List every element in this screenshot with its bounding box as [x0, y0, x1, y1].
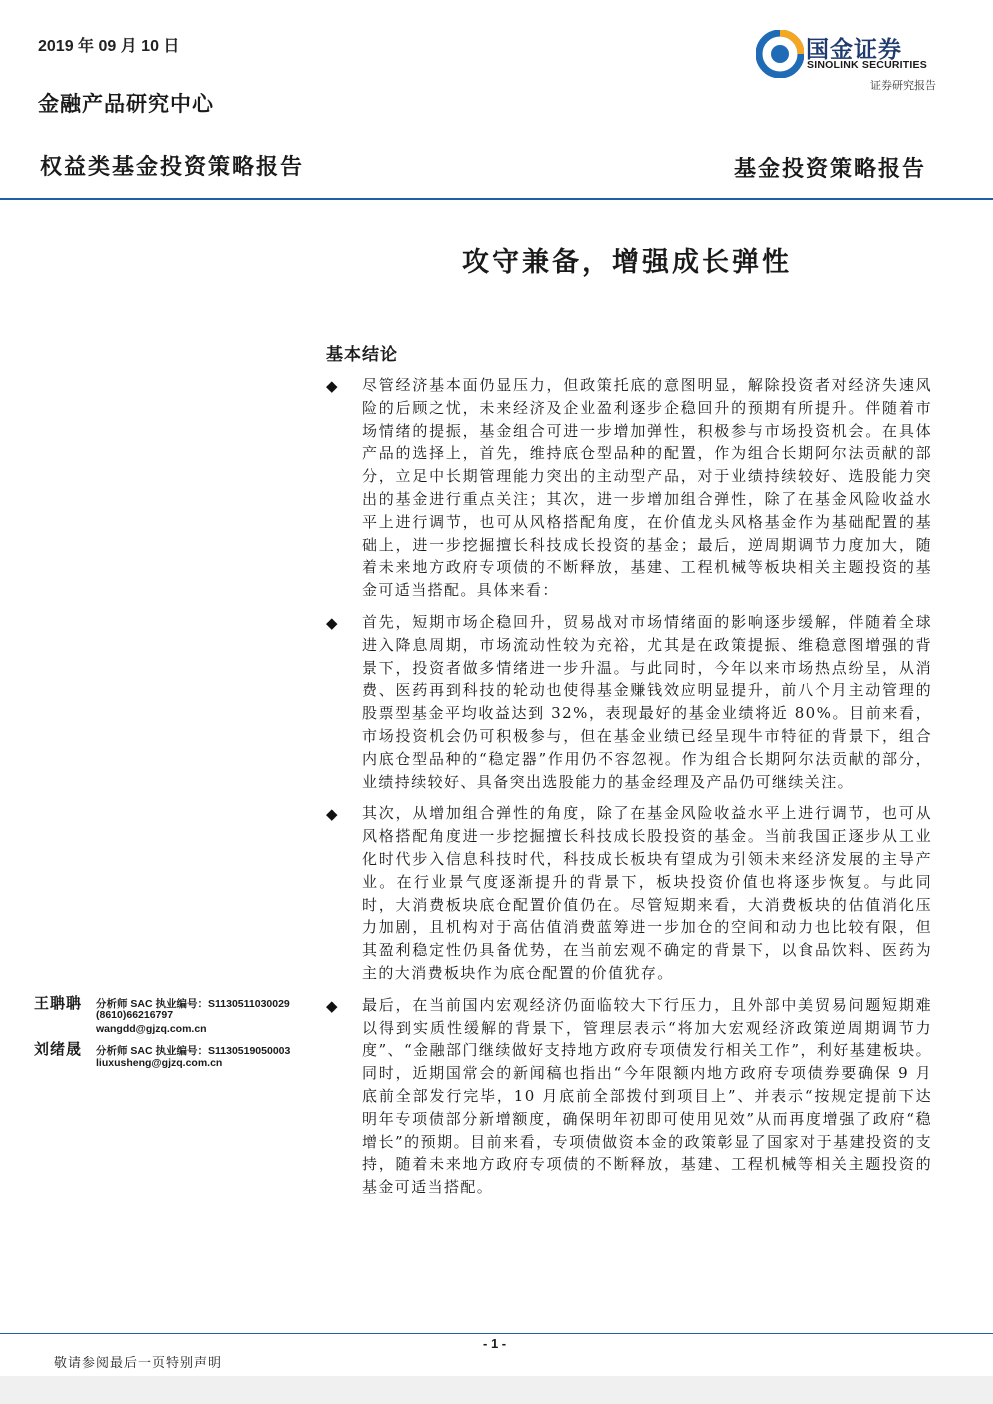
footer-divider [0, 1333, 993, 1334]
footer-band [0, 1376, 993, 1404]
diamond-bullet-icon: ◆ [326, 805, 338, 824]
report-title: 攻守兼备，增强成长弹性 [462, 247, 792, 278]
conclusion-list [326, 374, 932, 1208]
sinolink-logo-icon [756, 30, 804, 78]
diamond-bullet-icon: ◆ [326, 377, 338, 395]
list-item [326, 374, 932, 602]
analyst-email[interactable]: wangdd@gjzq.com.cn [96, 1023, 207, 1035]
bullet-text: 最后，在当前国内宏观经济仍面临较大下行压力，且外部中美贸易问题短期难以得到实质性缓解的背景下，管理层表示“将加大宏观经济政策逆周期调节力度”、“金融部门继续做好支持地方政府专项债发行相关工作”，利好基建板块。同时，近期国常会的新闻稿也指出“今年限额内地方政府专项债券要确保 9 月底前全部发行完毕，10 月底前全部拨付到项目上”、并表示“按规定提前下达明年专项债部分新增额度，确保明年初即可使用见效”从而再度增强了政府“稳增长”的预期。目前来看，专项债做资本金的政策彰显了国家对于基建投资的支持，随着未来地方政府专项债的不断释放，基建、工程机械等相关主题投资的基金可适当搭配。 [362, 995, 932, 1197]
report-category-label: 证券研究报告 [870, 79, 936, 92]
bullet-text: 其次，从增加组合弹性的角度，除了在基金风险收益水平上进行调节，也可从风格搭配角度进一步挖掘擅长科技成长股投资的基金。当前我国正逐步从工业化时代步入信息科技时代，科技成长板块有望成为引领未来经济发展的主导产业。在行业景气度逐渐提升的背景下，板块投资价值也将逐步恢复。与此同时，大消费板块底仓配置价值仍在。尽管短期来看，大消费板块的估值消化压力加剧，且机构对于高估值消费蓝筹进一步加仓的空间和动力也比较有限，但其盈利稳定性仍具备优势，在当前宏观不确定的背景下，以食品饮料、医药为主的大消费板块作为底仓配置的价值犹存。 [362, 804, 932, 982]
diamond-bullet-icon: ◆ [326, 613, 338, 632]
list-item [326, 611, 932, 793]
diamond-bullet-icon: ◆ [326, 996, 338, 1015]
logo-name-en: SINOLINK SECURITIES [807, 59, 927, 71]
disclaimer-note: 敬请参阅最后一页特别声明 [54, 1356, 223, 1371]
analyst-email[interactable]: liuxusheng@gjzq.com.cn [96, 1057, 223, 1069]
report-type-right: 基金投资策略报告 [734, 156, 927, 182]
header-divider [0, 198, 993, 200]
list-item [326, 802, 932, 984]
report-date: 2019 年 09 月 10 日 [38, 38, 180, 55]
bullet-text: 首先，短期市场企稳回升，贸易战对市场情绪面的影响逐步缓解，伴随着全球进入降息周期，市场流动性较为充裕，尤其是在政策提振、维稳意图增强的背景下，投资者做多情绪进一步升温。与此同时，今年以来市场热点纷呈，从消费、医药再到科技的轮动也使得基金赚钱效应明显提升，前八个月主动管理的股票型基金平均收益达到 32%，表现最好的基金业绩将近 80%。目前来看，市场投资机会仍可积极参与，但在基金业绩已经呈现牛市特征的背景下，组合内底仓型品种的“稳定器”作用仍不容忽视。作为组合长期阿尔法贡献的部分，业绩持续较好、具备突出选股能力的基金经理及产品仍可继续关注。 [362, 612, 932, 791]
section-heading: 基本结论 [326, 345, 398, 365]
list-item [326, 994, 932, 1199]
analyst-phone: (8610)66216797 [96, 1009, 174, 1021]
page-number: - 1 - [483, 1336, 507, 1351]
analyst-name: 王聃聃 [34, 994, 83, 1012]
analyst-cert: 分析师 SAC 执业编号：S1130519050003 [96, 1045, 291, 1057]
analyst-name: 刘绪晟 [34, 1040, 83, 1058]
analyst-cert: 分析师 SAC 执业编号：S1130511030029 [96, 998, 290, 1010]
logo-name-cn: 国金证券 [806, 36, 902, 62]
bullet-text: 尽管经济基本面仍显压力，但政策托底的意图明显，解除投资者对经济失速风险的后顾之忧，未来经济及企业盈利逐步企稳回升的预期有所提升。伴随着市场情绪的提振，基金组合可进一步增加弹性，积极参与市场投资机会。在具体产品的选择上，首先，维持底仓型品种的配置，作为组合长期阿尔法贡献的部分，立足中长期管理能力突出的主动型产品，对于业绩持续较好、选股能力突出的基金进行重点关注；其次，进一步增加组合弹性，除了在基金风险收益水平上进行调节，也可从风格搭配角度，在价值龙头风格基金作为基础配置的基础上，进一步挖掘擅长科技成长投资的基金；最后，逆周期调节力度加大，随着未来地方政府专项债的不断释放，基建、工程机械等板块相关主题投资的基金可适当搭配。具体来看： [362, 376, 932, 600]
report-type-left: 权益类基金投资策略报告 [40, 154, 305, 180]
research-center-name: 金融产品研究中心 [38, 91, 214, 116]
